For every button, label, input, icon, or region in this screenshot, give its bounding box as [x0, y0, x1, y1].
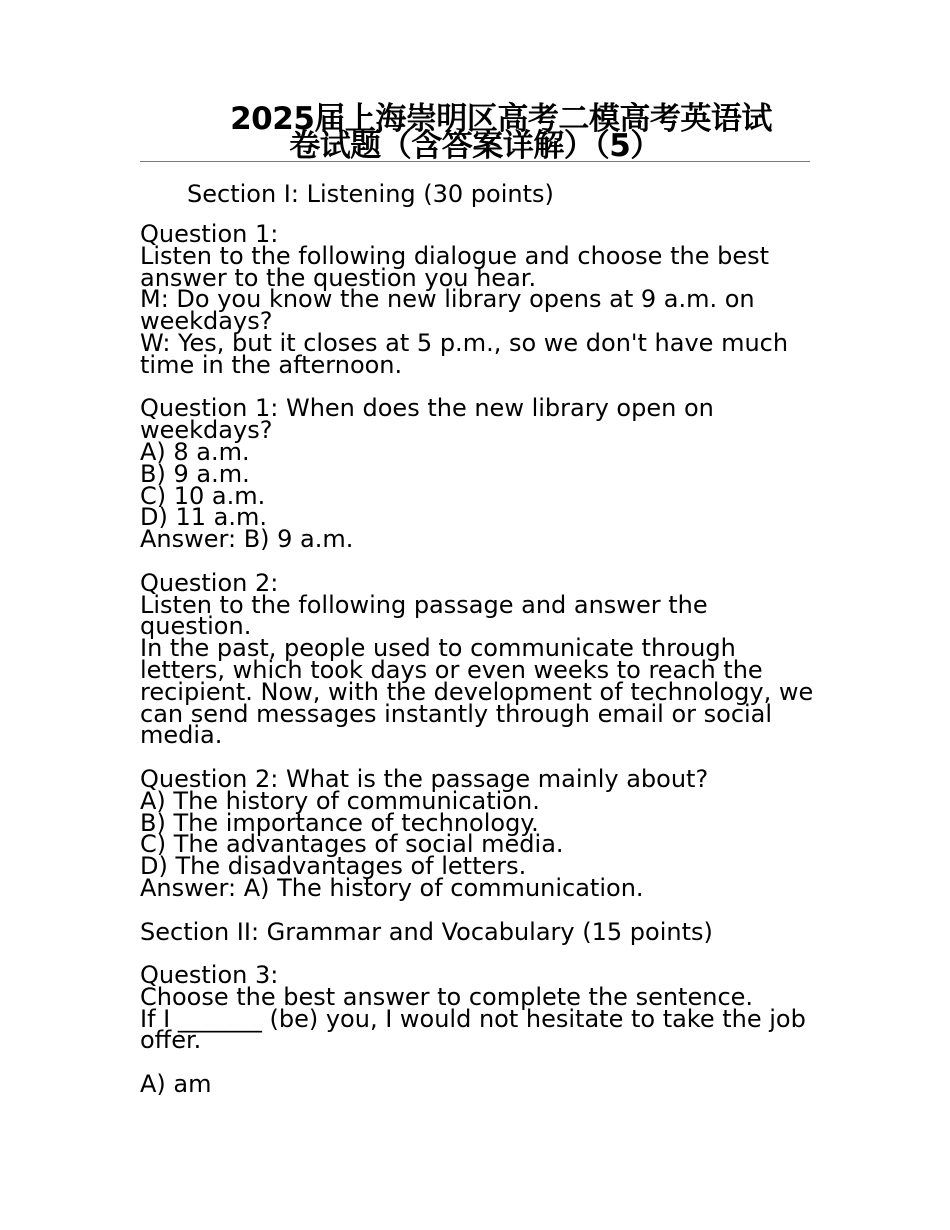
passage-line: letters, which took days or even weeks to reach the [140, 655, 763, 684]
option-a: A) am [140, 1070, 212, 1099]
option-d: D) 11 a.m. [140, 503, 267, 532]
question-1-question [140, 394, 815, 554]
section-2-heading: Section II: Grammar and Vocabulary (15 points) [140, 917, 713, 946]
option-a: A) The history of communication. [140, 786, 540, 815]
option-b: B) The importance of technology. [140, 808, 539, 837]
question-1-text-line: Question 1: When does the new library open on [140, 394, 714, 423]
dialogue-line: weekdays? [140, 307, 273, 336]
question-1-answer: Answer: B) 9 a.m. [140, 525, 354, 554]
passage-line: recipient. Now, with the development of technology, we [140, 677, 814, 706]
question-2-instruction-line: question. [140, 612, 252, 641]
question-3-instruction: Choose the best answer to complete the sentence. [140, 982, 754, 1011]
option-c: C) The advantages of social media. [140, 830, 564, 859]
question-1-instruction-line: answer to the question you hear. [140, 263, 537, 292]
dialogue-line: W: Yes, but it closes at 5 p.m., so we don't have much [140, 328, 789, 357]
question-3-block [140, 961, 815, 1055]
passage-line: media. [140, 721, 223, 750]
passage-line: can send messages instantly through email or social [140, 699, 773, 728]
question-2-text: Question 2: What is the passage mainly about? [140, 764, 709, 793]
title-underline [140, 161, 810, 162]
dialogue-line: time in the afternoon. [140, 350, 403, 379]
document-title [140, 101, 810, 164]
question-3-sentence-line: If I _______ (be) you, I would not hesitate to take the job [140, 1004, 806, 1033]
question-2-answer: Answer: A) The history of communication. [140, 873, 644, 902]
question-2-instruction-line: Listen to the following passage and answer the [140, 590, 708, 619]
question-2-block [140, 568, 815, 750]
title-line-2: 卷试题（含答案详解）（5） [289, 128, 661, 164]
question-3-sentence-line: offer. [140, 1026, 202, 1055]
option-a: A) 8 a.m. [140, 437, 250, 466]
question-2-label: Question 2: [140, 568, 279, 597]
question-1-block [140, 220, 815, 379]
question-3-label: Question 3: [140, 961, 279, 990]
option-c: C) 10 a.m. [140, 481, 266, 510]
question-3-options [140, 1070, 815, 1099]
title-line-1: 2025届上海崇明区高考二模高考英语试 [230, 101, 772, 137]
question-2-question [140, 764, 815, 902]
paragraph-gap [140, 1052, 815, 1074]
option-b: B) 9 a.m. [140, 459, 250, 488]
question-1-text-line: weekdays? [140, 416, 273, 445]
section-1-heading: Section I: Listening (30 points) [187, 180, 554, 208]
dialogue-line: M: Do you know the new library opens at 9 a.m. on [140, 285, 755, 314]
option-d: D) The disadvantages of letters. [140, 852, 527, 881]
passage-line: In the past, people used to communicate through [140, 634, 736, 663]
question-1-label: Question 1: [140, 220, 279, 248]
document-body [140, 220, 815, 1099]
question-1-instruction-line: Listen to the following dialogue and choose the best [140, 241, 770, 270]
